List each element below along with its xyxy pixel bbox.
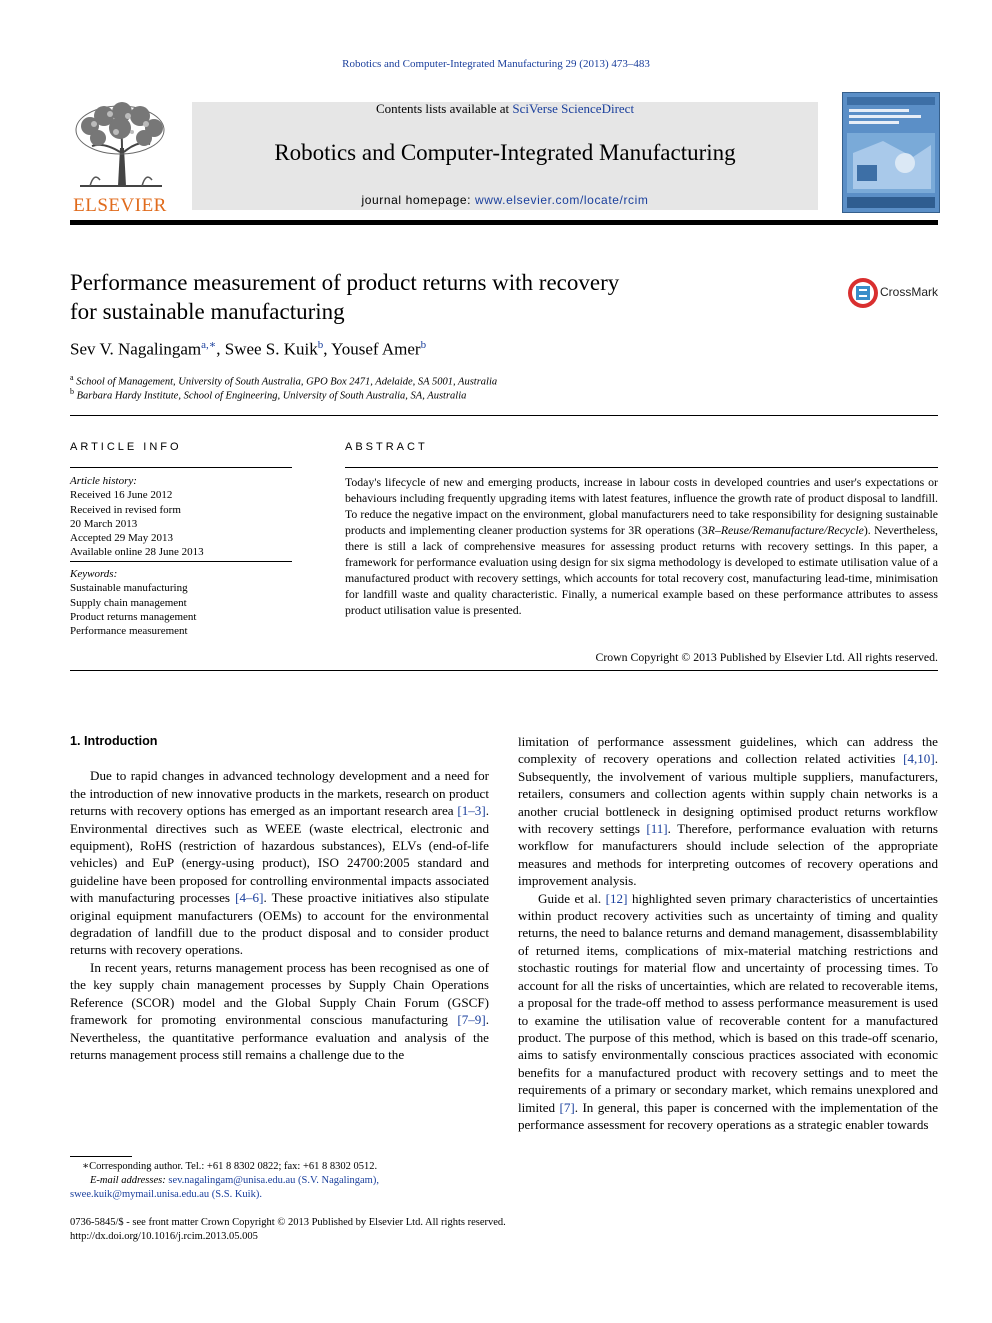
abstract-rule: [345, 467, 938, 468]
journal-homepage: [192, 193, 818, 207]
author-list: [70, 338, 426, 360]
email-link[interactable]: swee.kuik@mymail.unisa.edu.au (S.S. Kuik).: [70, 1189, 262, 1200]
history-item: Received 16 June 2012: [70, 489, 173, 502]
text: . Environmental directives such as WEEE (waste electrical, electronic and equipment), RoHS (restriction of hazardous substances), ELVs (end-of-life vehicles) and EuP (energy-using product), ISO 24700:2005 standard and guideline have been proposed for controlling environmental impacts associated with manufacturing processes: [70, 803, 489, 906]
affiliation-rule: [70, 415, 938, 416]
affiliation-marker: a: [70, 373, 74, 382]
reference-link[interactable]: [7–9]: [457, 1012, 486, 1028]
text: limitation of performance assessment guidelines, which can address the complexity of recovery operations and collection related activities: [518, 734, 938, 767]
text: . Subsequently, the involvement of various multiple suppliers, manufacturers, retailers, consumers and collection agents within supply chain networks is a another crucial bottleneck in designing optimised product returns workflow with recovery settings: [518, 751, 938, 837]
history-label: Article history:: [70, 475, 137, 487]
author-separator: ,: [323, 339, 332, 359]
paragraph: [70, 767, 489, 958]
paragraph: [518, 890, 938, 1134]
affiliation-marker: b: [70, 387, 74, 396]
abstract-part: Today's lifecycle of new and emerging products, increase in labour costs in developed countries and user's expectations or behaviours including frequently upgrading items with latest features, influence the growth rate of product disposal to landfill. To reduce the negative impact on the environment, global manufacturers need to take responsibility for designing sustainable products and implementing cleaner production systems for 3R operations (3: [345, 475, 938, 537]
author-name[interactable]: Yousef Amer: [331, 339, 421, 359]
title-line-1: Performance measurement of product returns with recovery: [70, 270, 620, 295]
journal-banner: [192, 102, 818, 210]
affiliation-text: Barbara Hardy Institute, School of Engineering, University of South Australia, SA, Australia: [76, 390, 467, 402]
affiliation-b: [70, 387, 466, 402]
crossmark-badge[interactable]: [846, 276, 938, 310]
author-name[interactable]: Sev V. Nagalingam: [70, 339, 202, 359]
cover-art-icon: [843, 93, 939, 212]
history-rule: [70, 561, 292, 562]
affiliation-a: [70, 373, 497, 388]
text: Guide et al.: [538, 890, 606, 906]
keywords-label: Keywords:: [70, 568, 118, 580]
keyword: Product returns management: [70, 610, 197, 623]
abstract-copyright: Crown Copyright © 2013 Published by Elsevier Ltd. All rights reserved.: [595, 650, 938, 664]
text: . Therefore, performance evaluation with returns workflow for manufacturers should include selection of the appropriate measures and methods for interpreting outcomes of recovery operations and improvement analysis.: [518, 821, 938, 889]
footnote-rule: [70, 1156, 132, 1157]
homepage-link[interactable]: www.elsevier.com/locate/rcim: [475, 193, 649, 207]
article-info-rule: [70, 467, 292, 468]
journal-citation[interactable]: Robotics and Computer-Integrated Manufacturing 29 (2013) 473–483: [342, 58, 650, 70]
crossmark-label: CrossMark: [880, 285, 939, 299]
keywords: [70, 567, 300, 638]
corresponding-author: ∗Corresponding author. Tel.: +61 8 8302 0822; fax: +61 8 8302 0512.: [82, 1161, 378, 1172]
author-separator: ,: [216, 339, 225, 359]
reference-link[interactable]: [4,10]: [903, 751, 935, 767]
email-line: [70, 1174, 490, 1188]
article-history: [70, 474, 300, 560]
keyword: Performance measurement: [70, 625, 188, 638]
keyword: Supply chain management: [70, 596, 187, 609]
article-info-heading: ARTICLE INFO: [70, 441, 182, 453]
section-heading: 1. Introduction: [70, 734, 158, 748]
text: . These proactive initiatives also stipulate original equipment manufacturers (OEMs) to account for the environmental degradation of landfill due to the product disposal and to consider product returns with recovery operations.: [70, 890, 490, 958]
reference-link[interactable]: [11]: [646, 821, 668, 837]
author-affiliation-marker[interactable]: a,∗: [201, 339, 217, 351]
elsevier-wordmark: ELSEVIER: [73, 195, 167, 216]
reference-link[interactable]: [12]: [605, 890, 628, 906]
abstract-text: [345, 474, 938, 618]
contents-line: [192, 101, 818, 117]
homepage-prefix: journal homepage:: [361, 193, 476, 207]
author-name[interactable]: Swee S. Kuik: [224, 339, 318, 359]
issn-line: 0736-5845/$ - see front matter Crown Copyright © 2013 Published by Elsevier Ltd. All rights reserved.: [70, 1217, 506, 1228]
history-item: Available online 28 June 2013: [70, 546, 204, 559]
author-affiliation-marker[interactable]: b: [317, 339, 324, 351]
keyword: Sustainable manufacturing: [70, 582, 188, 595]
abstract-part: ). Nevertheless, there is still a lack of comprehensive measures for assessing product returns with recovery settings. In this paper, a framework for performance evaluation using design for six sigma methodology is developed to estimate utilisation value of a manufactured product with recovery settings, which accounts for total recovery cost, manufacturing lead-time, minimisation for landfill waste and quality characteristic. Finally, a numerical example based on these performance attributes to assess product utilisation value is presented.: [345, 523, 939, 617]
elsevier-tree-icon: [70, 102, 170, 188]
email-line: [70, 1188, 490, 1202]
front-matter-info: [70, 1216, 506, 1244]
text: In recent years, returns management process has been recognised as one of the key supply chain management processes by Supply Chain Operations Reference (SCOR) model and the Global Supply Chain Forum (GSCF) framework for promoting environmental conscious manufacturing: [70, 959, 489, 1028]
history-item: 20 March 2013: [70, 517, 138, 530]
author-affiliation-marker[interactable]: b: [420, 339, 427, 351]
sciencedirect-link[interactable]: SciVerse ScienceDirect: [512, 101, 635, 116]
text: Due to rapid changes in advanced technology development and a need for the introduction of new innovative products in the markets, research on product returns with recovery options has emerged as an important research area: [70, 768, 489, 819]
abstract-italic: R–Reuse/Remanufacture/Recycle: [707, 523, 864, 537]
affiliation-text: School of Management, University of South Australia, GPO Box 2471, Adelaide, SA 5001, Australia: [76, 376, 498, 388]
body-left-column: [70, 733, 489, 1063]
footnote: [70, 1160, 490, 1202]
text: highlighted seven primary characteristics of uncertainties within product recovery activities such as uncertainty of timing and quality returns, the need to balance returns and demand management, disassemblability of returned items, complications of mix-material matching restrictions and stochastic routings for material flow and uncertainty of processing times. To account for all the risks of uncertainties, which are related to recoverable items, a proposal for the trade-off method to assess performance measurement is used to examine the utilisation value of recoverable content for a manufactured product. The purpose of this method, which is based on this trade-off scenario, aims to satisfy environmentally conscious practices associated with economic benefits for a manufactured product with recovery settings and to meet the requirements of a primary or secondary market, which remains unexplored and limited: [518, 890, 938, 1115]
abstract-bottom-rule: [70, 670, 938, 671]
text: . In general, this paper is concerned with the implementation of the performance assessment for recovery operations as a strategic enabler towards: [518, 1099, 938, 1132]
reference-link[interactable]: [4–6]: [235, 890, 264, 906]
article-title: [70, 268, 770, 326]
contents-prefix: Contents lists available at: [375, 101, 513, 116]
email-link[interactable]: sev.nagalingam@unisa.edu.au (S.V. Nagalingam),: [168, 1175, 379, 1186]
history-item: Accepted 29 May 2013: [70, 532, 173, 545]
body-right-column: [518, 733, 938, 1133]
paragraph: [518, 733, 938, 890]
paragraph: [70, 959, 489, 1063]
text: . Nevertheless, the quantitative performance evaluation and analysis of the returns management process still remains a challenge due to the: [70, 1012, 489, 1062]
abstract-heading: ABSTRACT: [345, 441, 428, 453]
history-item: Received in revised form: [70, 503, 181, 516]
journal-name: Robotics and Computer-Integrated Manufacturing: [274, 140, 736, 165]
elsevier-logo: [70, 102, 170, 216]
header-rule: [70, 220, 938, 225]
email-label: E-mail addresses:: [90, 1175, 169, 1186]
reference-link[interactable]: [7]: [559, 1099, 575, 1115]
doi-link[interactable]: http://dx.doi.org/10.1016/j.rcim.2013.05.005: [70, 1231, 258, 1242]
title-line-2: for sustainable manufacturing: [70, 299, 345, 324]
journal-cover-thumbnail[interactable]: [842, 92, 940, 213]
reference-link[interactable]: [1–3]: [457, 803, 486, 819]
